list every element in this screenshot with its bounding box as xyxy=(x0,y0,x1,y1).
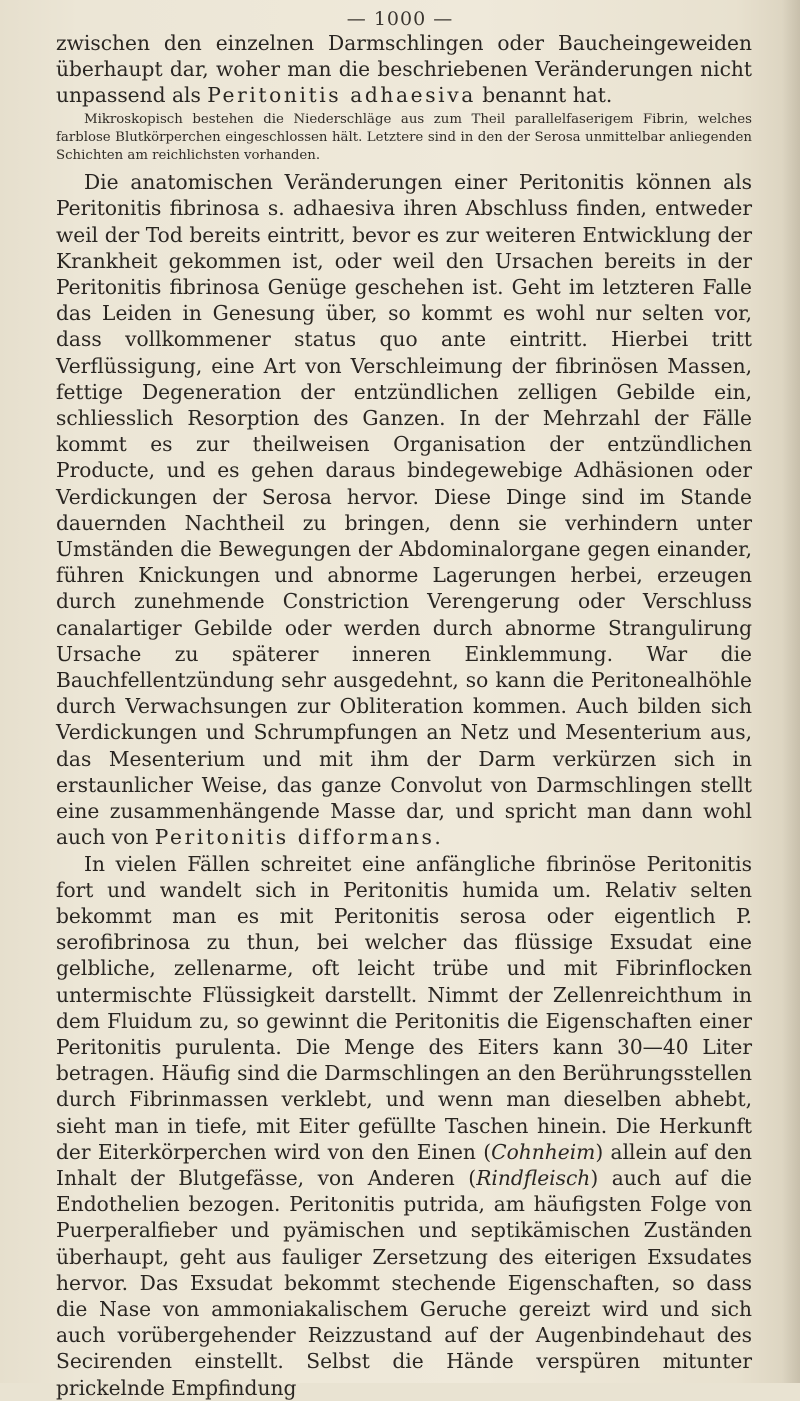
body-text xyxy=(56,30,752,1401)
paragraph-intro xyxy=(56,30,752,109)
anatomical-text: Die anatomischen Veränderungen einer Peritonitis können als Peritonitis fibrinosa s. adhaesiva ihren Abschluss finden, entweder weil der Tod bereits eintritt, bevor es zur weiteren Entwicklung der Krankheit gekommen ist, oder weil den Ursachen bereits in der Peritonitis fibrinosa Genüge geschehen ist. Geht im letzteren Falle das Leiden in Genesung über, so kommt es wohl nur selten vor, dass vollkommener status quo ante eintritt. Hierbei tritt Verflüssigung, eine Art von Verschleimung der fibrinösen Massen, fettige Degeneration der entzündlichen zelligen Gebilde ein, schliesslich Resorption des Ganzen. In der Mehrzahl der Fälle kommt es zur theilweisen Organisation der entzündlichen Producte, und es gehen daraus bindegewebige Adhäsionen oder Verdickungen der Serosa hervor. Diese Dinge sind im Stande dauernden Nachtheil zu bringen, denn sie verhindern unter Umständen die Bewegungen der Abdominalorgane gegen einander, führen Knickungen und abnorme Lagerungen herbei, erzeugen durch zunehmende Constriction Verengerung oder Verschluss canalartiger Gebilde oder werden durch abnorme Strangulirung Ursache zu späterer inneren Einklemmung. War die Bauchfellentzündung sehr ausgedehnt, so kann die Peritonealhöhle durch Verwachsungen zur Obliteration kommen. Auch bilden sich Verdickungen und Schrumpfungen an Netz und Mesenterium aus, das Mesenterium und mit ihm der Darm verkürzen sich in erstaunlicher Weise, das ganze Convolut von Darmschlingen stellt eine zusammenhängende Masse dar, und spricht man dann wohl auch von xyxy=(56,170,752,850)
forms-text-end: ) auch auf die Endothelien bezogen. Peritonitis putrida, am häufigsten Folge von Puerperalfieber und pyämischen und septikämischen Zuständen überhaupt, geht aus fauliger Zersetzung des eiterigen Exsudates hervor. Das Exsudat bekommt stechende Eigenschaften, so dass die Nase von ammoniakalischem Geruche gereizt wird und sich auch vorübergehender Reizzustand auf der Augenbindehaut des Secirenden einstellt. Selbst die Hände verspüren mitunter prickelnde Empfindung xyxy=(56,1165,753,1400)
intro-text-end: benannt hat. xyxy=(475,83,613,108)
intro-text-start: zwischen den einzelnen Darmschlingen oder Baucheingeweiden überhaupt dar, woher man die beschriebenen Veränderungen nicht unpassend als xyxy=(56,31,752,108)
paragraph-microscopic-note: Mikroskopisch bestehen die Niederschläge aus zum Theil parallelfaserigem Fibrin, welches farblose Blutkörperchen eingeschlossen hält. Letztere sind in den der Serosa unmittelbar anliegenden Schichten am reichlichsten vorhanden. xyxy=(56,111,752,164)
page-edge-shadow xyxy=(782,0,800,1383)
page-number: — 1000 — xyxy=(346,8,454,30)
forms-text-middle: ) allein auf den Inhalt der Blutgefässe, von Anderen ( xyxy=(56,1139,752,1190)
anatomical-text-end: . xyxy=(434,825,441,850)
term-peritonitis-difformans: Peritonitis difformans xyxy=(154,825,435,850)
author-cohnheim: Cohnheim xyxy=(491,1139,596,1164)
paragraph-peritonitis-forms xyxy=(56,851,752,1401)
term-peritonitis-adhaesiva: Peritonitis adhaesiva xyxy=(207,83,476,108)
forms-text-start: In vielen Fällen schreitet eine anfängliche fibrinöse Peritonitis fort und wandelt sich in Peritonitis humida um. Relativ selten bekommt man es mit Peritonitis serosa oder eigentlich P. serofibrinosa zu thun, bei welcher das flüssige Exsudat eine gelbliche, zellenarme, oft leicht trübe und mit Fibrinflocken untermischte Flüssigkeit darstellt. Nimmt der Zellenreichthum in dem Fluidum zu, so gewinnt die Peritonitis die Eigenschaften einer Peritonitis purulenta. Die Menge des Eiters kann 30—40 Liter betragen. Häufig sind die Darmschlingen an den Berührungsstellen durch Fibrinmassen verklebt, und wenn man dieselben abhebt, sieht man in tiefe, mit Eiter gefüllte Taschen hinein. Die Herkunft der Eiterkörperchen wird von den Einen ( xyxy=(56,851,752,1164)
paragraph-anatomical-changes xyxy=(56,169,752,850)
author-rindfleisch: Rindfleisch xyxy=(476,1165,591,1190)
